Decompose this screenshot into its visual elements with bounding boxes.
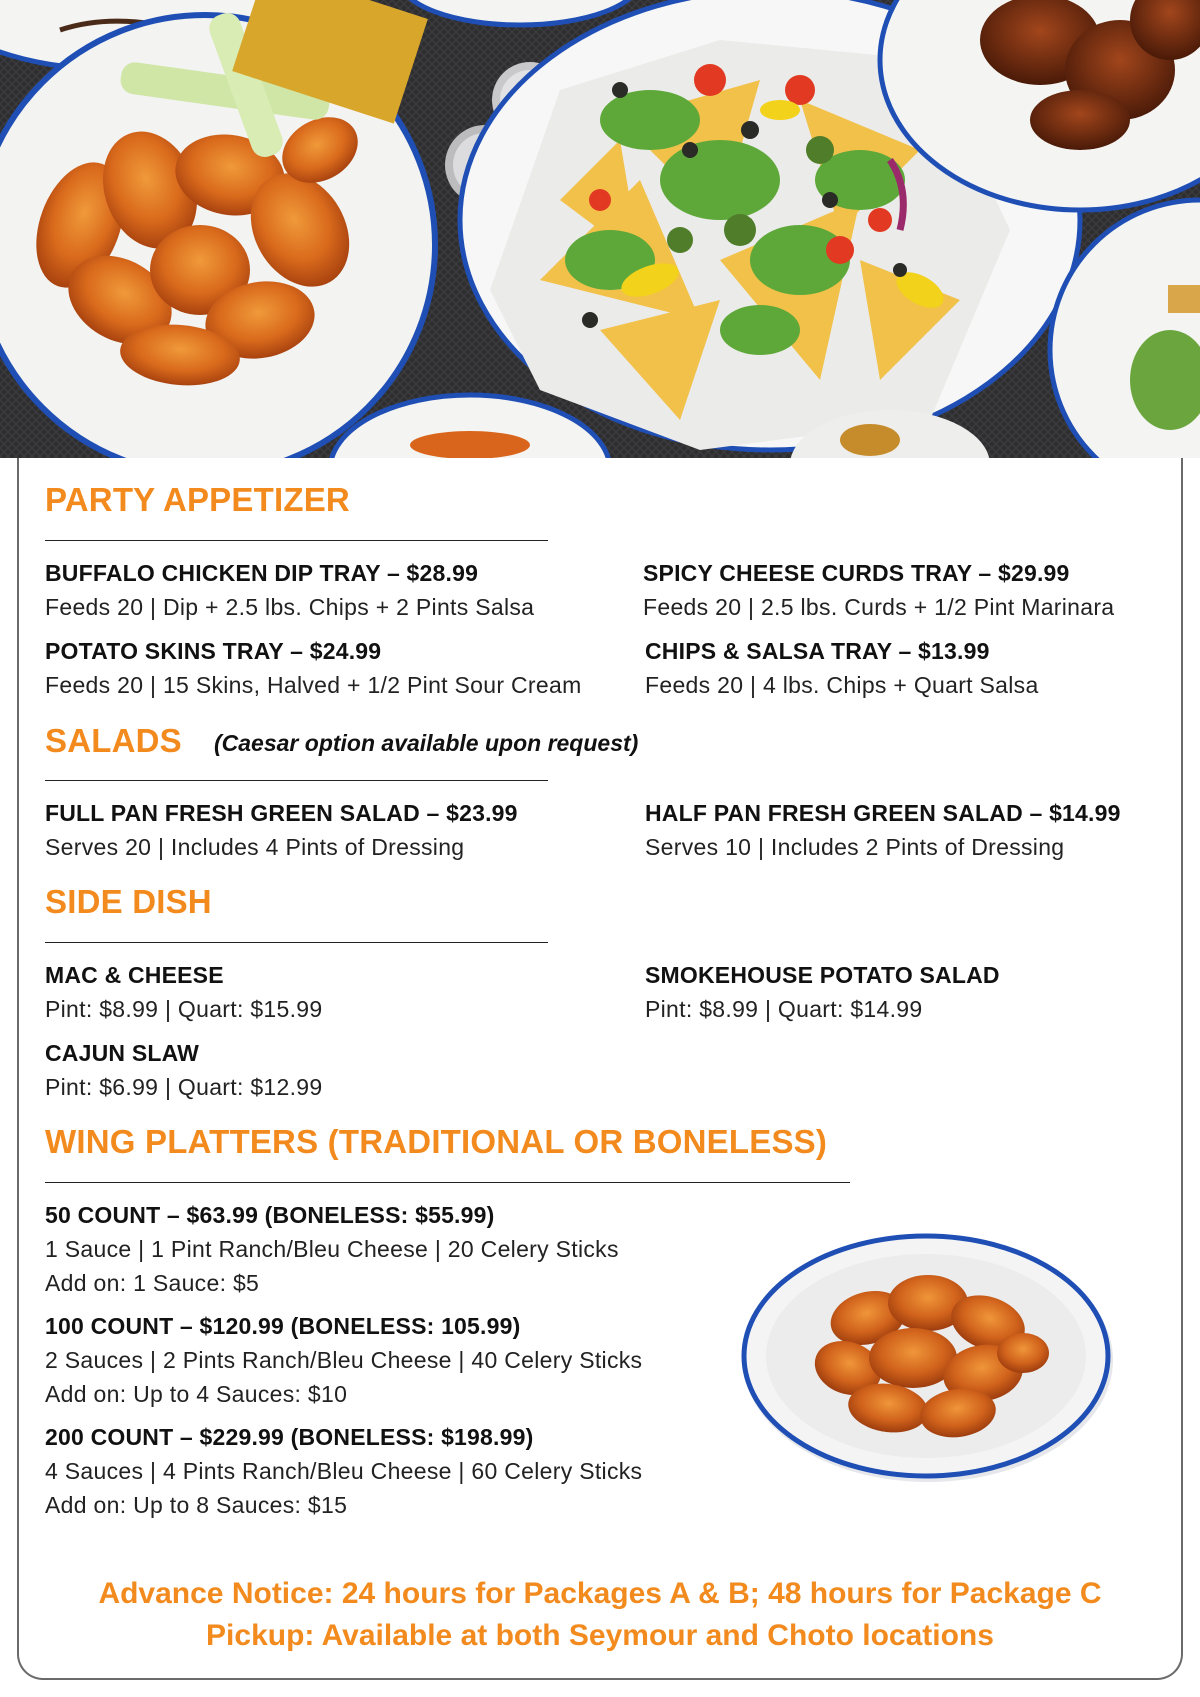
hero-food-photo xyxy=(0,0,1200,458)
advance-notice-text: Advance Notice: 24 hours for Packages A & B; 48 hours for Package C xyxy=(98,1577,1102,1610)
section-divider xyxy=(45,1182,850,1183)
item-detail: Feeds 20 | 4 lbs. Chips + Quart Salsa xyxy=(645,672,1039,698)
item-title: CHIPS & SALSA TRAY – $13.99 xyxy=(645,638,990,664)
item-detail: Serves 20 | Includes 4 Pints of Dressing xyxy=(45,834,465,860)
item-title: MAC & CHEESE xyxy=(45,962,224,988)
menu-item-full-pan-salad xyxy=(45,796,585,864)
menu-item-50-count xyxy=(45,1198,725,1300)
menu-item-half-pan-salad xyxy=(645,796,1185,864)
hero-photo-illustration xyxy=(0,0,1200,458)
salads-note: (Caesar option available upon request) xyxy=(214,730,639,756)
item-detail: Pint: $6.99 | Quart: $12.99 xyxy=(45,1074,323,1100)
item-title: CAJUN SLAW xyxy=(45,1040,200,1066)
menu-item-200-count xyxy=(45,1420,725,1522)
pickup-text: Pickup: Available at both Seymour and Choto locations xyxy=(206,1619,994,1652)
section-title-salads: SALADS xyxy=(45,722,182,759)
item-detail: Serves 10 | Includes 2 Pints of Dressing xyxy=(645,834,1065,860)
item-addon: Add on: Up to 4 Sauces: $10 xyxy=(45,1381,348,1407)
item-detail: Feeds 20 | 2.5 lbs. Curds + 1/2 Pint Marinara xyxy=(643,594,1115,620)
item-detail: 2 Sauces | 2 Pints Ranch/Bleu Cheese | 40 Celery Sticks xyxy=(45,1347,643,1373)
menu-item-mac-cheese xyxy=(45,958,585,1026)
menu-item-potato-salad xyxy=(645,958,1185,1026)
wing-plate-illustration xyxy=(738,1228,1118,1488)
item-title: BUFFALO CHICKEN DIP TRAY – $28.99 xyxy=(45,560,479,586)
section-title-wing-platters: WING PLATTERS (TRADITIONAL OR BONELESS) xyxy=(45,1123,828,1160)
menu-item-chips-salsa xyxy=(645,634,1185,702)
item-detail: Feeds 20 | 15 Skins, Halved + 1/2 Pint Sour Cream xyxy=(45,672,582,698)
menu-item-potato-skins xyxy=(45,634,585,702)
section-title-side-dish: SIDE DISH xyxy=(45,883,212,920)
item-title: POTATO SKINS TRAY – $24.99 xyxy=(45,638,382,664)
item-detail: 4 Sauces | 4 Pints Ranch/Bleu Cheese | 60 Celery Sticks xyxy=(45,1458,643,1484)
section-title-party-appetizer: PARTY APPETIZER xyxy=(45,481,350,518)
item-detail: Pint: $8.99 | Quart: $14.99 xyxy=(645,996,923,1022)
item-title: 100 COUNT – $120.99 (BONELESS: 105.99) xyxy=(45,1313,521,1339)
menu-item-buffalo-chicken-dip xyxy=(45,556,585,624)
wing-platter-photo xyxy=(738,1228,1118,1493)
item-detail: 1 Sauce | 1 Pint Ranch/Bleu Cheese | 20 Celery Sticks xyxy=(45,1236,619,1262)
item-title: SPICY CHEESE CURDS TRAY – $29.99 xyxy=(643,560,1070,586)
item-detail: Feeds 20 | Dip + 2.5 lbs. Chips + 2 Pints Salsa xyxy=(45,594,535,620)
item-addon: Add on: 1 Sauce: $5 xyxy=(45,1270,260,1296)
section-divider xyxy=(45,780,548,781)
item-title: FULL PAN FRESH GREEN SALAD – $23.99 xyxy=(45,800,518,826)
footer-notice xyxy=(0,1573,1200,1657)
item-title: HALF PAN FRESH GREEN SALAD – $14.99 xyxy=(645,800,1121,826)
menu-item-cajun-slaw xyxy=(45,1036,585,1104)
section-divider xyxy=(45,942,548,943)
item-detail: Pint: $8.99 | Quart: $15.99 xyxy=(45,996,323,1022)
section-divider xyxy=(45,540,548,541)
item-title: SMOKEHOUSE POTATO SALAD xyxy=(645,962,1000,988)
menu-item-100-count xyxy=(45,1309,725,1411)
menu-item-spicy-cheese-curds xyxy=(643,556,1183,624)
item-title: 50 COUNT – $63.99 (BONELESS: $55.99) xyxy=(45,1202,495,1228)
item-title: 200 COUNT – $229.99 (BONELESS: $198.99) xyxy=(45,1424,534,1450)
item-addon: Add on: Up to 8 Sauces: $15 xyxy=(45,1492,348,1518)
